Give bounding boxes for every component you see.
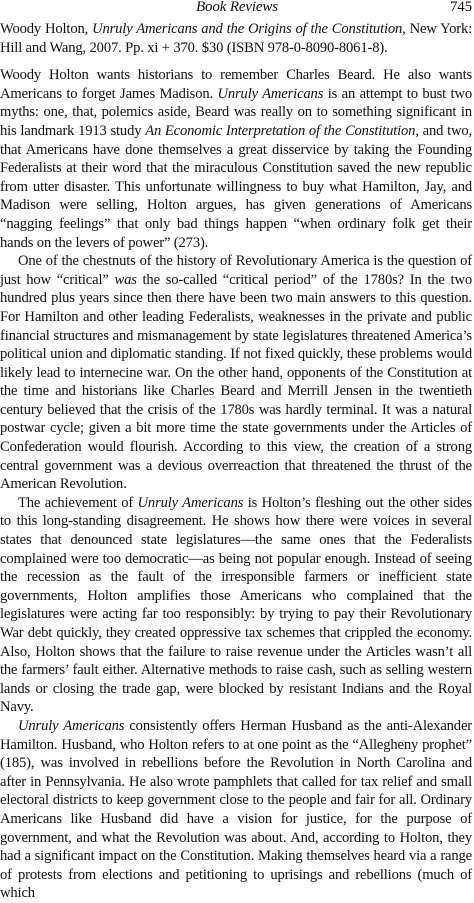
text-run: is an attempt to bust two myths: one, that, polemics aside, Beard was really on to something significant in his landmark 1913 study	[0, 85, 472, 139]
text-run: One of the chestnuts of the history of Revolutionary America is the question of just how “critical”	[0, 253, 472, 288]
text-run: The achievement of	[18, 494, 138, 511]
text-run: is Holton’s fleshing out the other sides to this long-standing disagreement. He shows how there were voices in several states that denounced state legislatures—the same ones that the Federalists complained were too democratic—as being not popular enough. Instead of seeing the recession as the fault of the irresponsible farmers or inefficient state governments, Holton amplifies those Americans who complained that the legislatures were acting far too responsibly: by trying to pay their Revolutionary War debt quickly, they created oppressive tax schemes that crippled the economy. Also, Holton shows that the failure to raise revenue under the Articles wasn’t all the farmers’ fault either. Alternative methods to raise cash, such as selling western lands or closing the trade gap, were blocked by resistant Indians and the Royal Navy.	[0, 494, 472, 716]
text-run: Woody Holton wants historians to remember Charles Beard. He also wants Americans to forget James Madison.	[0, 67, 472, 102]
citation-details: New York: Hill and Wang, 2007. Pp. xi + 370. $30 (ISBN 978-0-8090-8061-8).	[0, 21, 472, 56]
text-run: the so-called “critical period” of the 1780s? In the two hundred plus years since then there have been two main answers to this question. For Hamilton and other leading Federalists, weaknesses in the private and public financial structures and mismanagement by state legislatures threatened America’s political union and diplomatic standing. If not fixed quickly, these problems would likely lead to internecine war. On the other hand, opponents of the Constitution at the time and historians like Charles Beard and Merrill Jensen in the twentieth century believed that the crisis of the 1780s was hardly terminal. It was a natural postwar cycle; given a bit more time the state governments under the Articles of Confederation would flourish. According to this view, the creation of a strong central government was a devious overreaction that threatened the thrust of the American Revolution.	[0, 271, 472, 493]
paragraph-3	[0, 494, 472, 717]
italic-title: Unruly Americans	[18, 717, 125, 734]
italic-title: Unruly Americans	[217, 85, 324, 102]
paragraph-2	[0, 252, 472, 494]
running-head: Book Reviews	[196, 0, 278, 15]
italic-title: was	[114, 271, 137, 288]
italic-title: Unruly Americans	[137, 494, 244, 511]
citation-author: Woody Holton,	[0, 21, 89, 37]
citation-title: Unruly Americans and the Origins of the Constitution,	[92, 21, 406, 37]
paragraph-1	[0, 66, 472, 252]
text-run: and two, that Americans have done themselves a great disservice by taking the Founding Federalists at their word that the miraculous Constitution saved the new republic from utter disaster. This unfortunate willingness to buy what Hamilton, Jay, and Madison were selling, Holton argues, has given generations of Americans “nagging feelings” that only bad things happen “when ordinary folk get their hands on the levers of power” (273).	[0, 122, 473, 251]
text-run: consistently offers Herman Husband as the anti-Alexander Hamilton. Husband, who Holton refers to at one point as the “Allegheny prophet” (185), was involved in rebellions before the Revolution in North Carolina and after in Pennsylvania. He also wrote pamphlets that called for tax relief and small electoral districts to keep government close to the people and fair for all. Ordinary Americans like Husband did have a vision for justice, for the purpose of government, and what the Revolution was about. And, according to Holton, they had a significant impact on the Constitution. Making themselves heard via a range of protests from elections and petitioning to uprisings and rebellions (much of which	[0, 717, 472, 902]
book-citation	[0, 20, 472, 57]
review-body	[0, 20, 472, 903]
page-number: 745	[449, 0, 472, 15]
page-header	[0, 0, 474, 18]
italic-title: An Economic Interpretation of the Constitution,	[145, 122, 419, 139]
paragraph-4	[0, 717, 472, 903]
